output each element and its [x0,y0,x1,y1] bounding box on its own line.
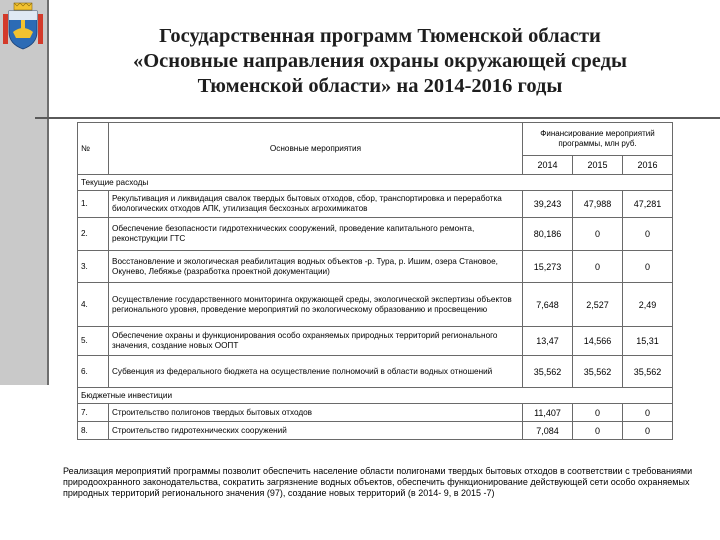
row-activity: Строительство гидротехнических сооружений [109,422,523,440]
left-decor-bar [0,0,47,385]
row-value-2015: 14,566 [573,327,623,356]
row-value-2016: 35,562 [623,356,673,388]
row-num: 7. [78,404,109,422]
row-activity: Восстановление и экологическая реабилитация водных объектов -р. Тура, р. Ишим, озера Становое, Окунево, Лебяжье (разработка проектной документации) [109,251,523,283]
section-current-expenses [78,175,673,191]
row-value-2014: 35,562 [523,356,573,388]
table-row [78,404,673,422]
row-value-2016: 0 [623,422,673,440]
row-value-2015: 0 [573,404,623,422]
header-num: № [78,123,109,175]
row-value-2014: 39,243 [523,191,573,218]
summary-paragraph: Реализация мероприятий программы позволит обеспечить население области полигонами твердых бытовых отходов в соответствии с требованиями природоохранного законодательства, сократить загрязнение водных объектов, обеспечить функционирование действующей сети особо охраняемых природных территорий регионального значения (97), создание новых территорий (в 2014- 9, в 2015 -7) [63,466,693,498]
left-decor-line [47,0,49,385]
row-activity: Осуществление государственного мониторинга окружающей среды, экологической экспертизы объектов регионального уровня, проведение мероприятий по экологическому образованию и просвещению [109,283,523,327]
row-value-2014: 7,084 [523,422,573,440]
row-num: 1. [78,191,109,218]
section-label: Текущие расходы [78,175,673,191]
program-table [77,122,673,440]
row-value-2014: 80,186 [523,218,573,251]
header-year-2015: 2015 [573,156,623,175]
row-value-2015: 0 [573,218,623,251]
row-value-2016: 0 [623,251,673,283]
row-value-2016: 0 [623,404,673,422]
row-activity: Рекультивация и ликвидация свалок твердых бытовых отходов, сбор, транспортировка и переработка биологических отходов АПК, утилизация бесхозных агрохимикатов [109,191,523,218]
table-row [78,251,673,283]
row-value-2014: 11,407 [523,404,573,422]
table-row [78,327,673,356]
header-year-2014: 2014 [523,156,573,175]
table-row [78,191,673,218]
title-divider [35,117,720,119]
row-value-2016: 2,49 [623,283,673,327]
section-budget-investments [78,388,673,404]
row-num: 5. [78,327,109,356]
title-line-2: «Основные направления охраны окружающей среды [132,50,628,72]
header-activities: Основные мероприятия [109,123,523,175]
table-row [78,218,673,251]
row-num: 8. [78,422,109,440]
header-financing: Финансирование мероприятий программы, млн руб. [523,123,673,156]
row-value-2016: 0 [623,218,673,251]
table-row [78,356,673,388]
header-year-2016: 2016 [623,156,673,175]
title-line-3: Тюменской области» на 2014-2016 годы [197,75,563,97]
row-value-2016: 15,31 [623,327,673,356]
row-num: 4. [78,283,109,327]
row-value-2015: 2,527 [573,283,623,327]
row-num: 3. [78,251,109,283]
title-line-1: Государственная программ Тюменской области [159,25,601,47]
row-value-2014: 13,47 [523,327,573,356]
row-value-2015: 0 [573,422,623,440]
row-value-2015: 35,562 [573,356,623,388]
row-activity: Обеспечение безопасности гидротехнических сооружений, проведение капитального ремонта, реконструкции ГТС [109,218,523,251]
row-activity: Строительство полигонов твердых бытовых отходов [109,404,523,422]
tyumen-coat-of-arms-icon [2,2,44,50]
row-activity: Субвенция из федерального бюджета на осуществление полномочий в области водных отношений [109,356,523,388]
row-num: 6. [78,356,109,388]
table-row [78,283,673,327]
row-value-2014: 7,648 [523,283,573,327]
section-label: Бюджетные инвестиции [78,388,673,404]
row-activity: Обеспечение охраны и функционирования особо охраняемых природных территорий регионального значения, создание новых ООПТ [109,327,523,356]
table-row [78,422,673,440]
table-header-row [78,123,673,156]
row-value-2014: 15,273 [523,251,573,283]
row-value-2016: 47,281 [623,191,673,218]
row-value-2015: 0 [573,251,623,283]
row-num: 2. [78,218,109,251]
row-value-2015: 47,988 [573,191,623,218]
page-title [60,24,700,99]
